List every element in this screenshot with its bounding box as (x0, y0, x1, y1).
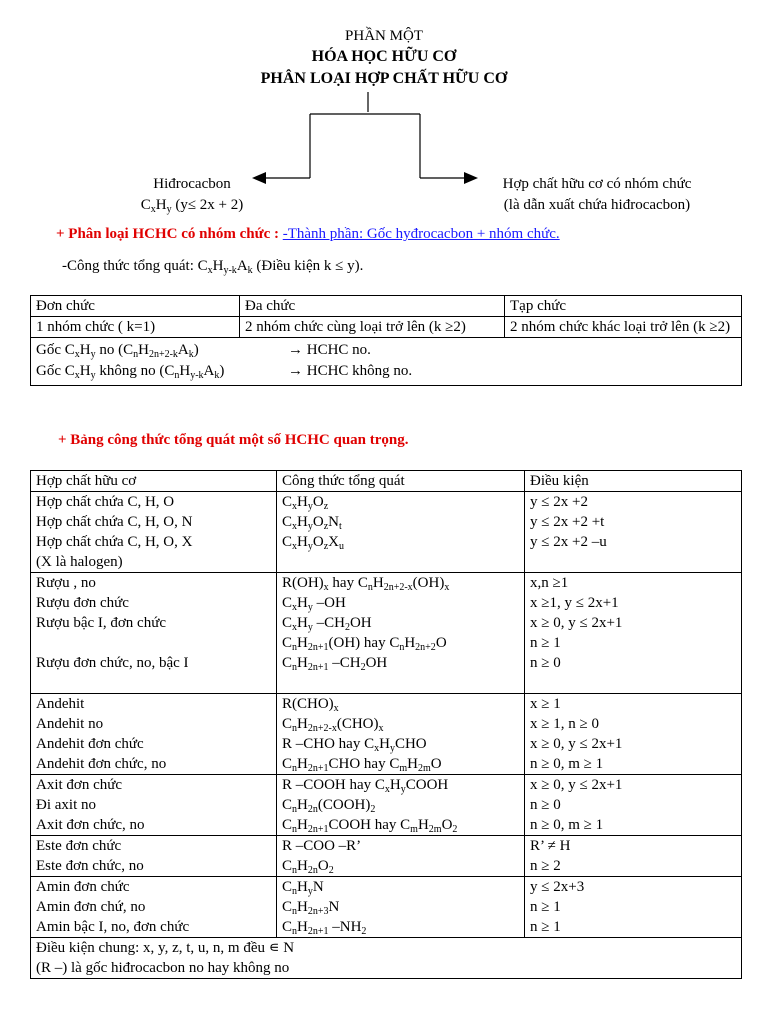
compound-condition (530, 673, 736, 693)
compound-name: Este đơn chức, no (36, 858, 144, 874)
compound-formula: $C_xH_y$ –OH (282, 595, 346, 613)
table-header-row (31, 471, 742, 492)
compound-name: Andehit no (36, 716, 104, 732)
compound-name: Amin bậc I, no, đơn chức (36, 919, 190, 935)
compound-formula: $R(OH)_x$ hay $C_nH_{2n+2-x}(OH)_x$ (282, 575, 450, 593)
section-heading-formulas: + Bảng công thức tổng quát một số HCHC quan trọng. (58, 432, 409, 448)
table-cell (31, 573, 277, 694)
table-cell: 2 nhóm chức cùng loại trở lên (k ≥2) (240, 317, 505, 338)
compound-condition: n ≥ 1 (530, 899, 561, 915)
table-cell (31, 492, 277, 573)
table-cell (277, 836, 525, 877)
table-row (31, 492, 742, 573)
note-left: Gốc $C_xH_y$ không no $(C_nH_{y-k}A_k)$ (36, 363, 225, 381)
compound-condition: n ≥ 0 (530, 797, 561, 813)
compound-condition: R’ ≠ H (530, 838, 571, 854)
table-row (31, 877, 742, 938)
hydrocarbon-formula: $C_xH_y$ (y≤ 2x + 2) (140, 197, 244, 215)
table-row (31, 317, 742, 338)
compound-formula: $C_nH_{2n}(COOH)_2$ (282, 797, 376, 815)
compound-condition: x ≥ 1, n ≥ 0 (530, 716, 599, 732)
functional-branch (474, 174, 720, 216)
compound-formula: $C_nH_{2n+1}CHO$ hay $C_mH_{2m}O$ (282, 756, 442, 774)
compound-name: Rượu bậc I, đơn chức (36, 615, 167, 631)
compound-name: Rượu , no (36, 575, 96, 591)
compound-condition: n ≥ 2 (530, 858, 561, 874)
compound-name: Hợp chất chứa C, H, O (36, 494, 175, 510)
section-heading: + Phân loại HCHC có nhóm chức : (56, 226, 283, 242)
header-cell: Đa chức (240, 296, 505, 317)
header-cell: Đơn chức (31, 296, 240, 317)
compound-name: Hợp chất chứa C, H, O, X (36, 534, 193, 550)
compound-name: Amin đơn chứ, no (36, 899, 146, 915)
compound-name: Axit đơn chức (36, 777, 123, 793)
footer-line: (R –) là gốc hiđrocacbon no hay không no (36, 960, 290, 976)
compound-formula: $C_xH_y$ $-CH_2OH$ (282, 615, 372, 633)
table-row (31, 694, 742, 775)
compound-condition: x,n ≥1 (530, 575, 569, 591)
table-cell (525, 573, 742, 694)
compound-condition: x ≥ 0, y ≤ 2x+1 (530, 736, 623, 752)
compound-formula: $C_xH_yO_zN_t$ (282, 514, 342, 532)
compound-name: Andehit đơn chức (36, 736, 144, 752)
table-cell (277, 775, 525, 836)
compound-name: Hợp chất chứa C, H, O, N (36, 514, 193, 530)
compound-name: Rượu đơn chức (36, 595, 129, 611)
footer-line: Điều kiện chung: x, y, z, t, u, n, m đều ∊ N (36, 940, 295, 956)
table-cell (277, 694, 525, 775)
compound-condition: y ≤ 2x+3 (530, 879, 585, 895)
note-line (36, 340, 736, 361)
table-cell: 1 nhóm chức ( k=1) (31, 317, 240, 338)
compound-condition: y ≤ 2x +2 –u (530, 534, 607, 550)
compound-formula: $C_nH_{2n+1}(OH)$ hay $C_nH_{2n+2}O$ (282, 635, 447, 653)
table-cell (525, 694, 742, 775)
functional-note: (là dẫn xuất chứa hiđrocacbon) (503, 197, 691, 213)
table-cell (525, 877, 742, 938)
note-left: Gốc $C_xH_y$ no $(C_nH_{2n+2-k}A_k)$ (36, 342, 199, 360)
note-right: → HCHC không no. (288, 363, 413, 379)
general-formula: -Công thức tổng quát: $C_xH_{y-k}A_k$ (Điều kiện k ≤ y). (62, 258, 364, 276)
compound-condition: n ≥ 0 (530, 655, 561, 671)
compound-formula: $R(CHO)_x$ (282, 696, 339, 714)
compound-formula: $C_nH_{2n+3}N$ (282, 899, 340, 917)
footer-cell (31, 938, 742, 979)
compound-condition: x ≥1, y ≤ 2x+1 (530, 595, 619, 611)
table-row (31, 836, 742, 877)
table-row (31, 573, 742, 694)
table-cell (277, 492, 525, 573)
table-row (31, 338, 742, 386)
compound-name: Este đơn chức (36, 838, 122, 854)
page-title: HÓA HỌC HỮU CƠ (311, 48, 457, 65)
table-cell (525, 836, 742, 877)
compound-name: (X là halogen) (36, 554, 123, 570)
formula-table (30, 470, 742, 979)
table-cell (31, 836, 277, 877)
compound-name: Andehit đơn chức, no (36, 756, 167, 772)
compound-formula (282, 552, 519, 572)
compound-formula (282, 673, 519, 693)
header-cell: Tạp chức (505, 296, 742, 317)
header-cell: Điều kiện (525, 471, 742, 492)
compound-name: Amin đơn chức (36, 879, 130, 895)
table-footer-row (31, 938, 742, 979)
compound-name (36, 673, 271, 693)
table-cell (31, 694, 277, 775)
compound-formula: $C_nH_{2n+2-x}(CHO)_x$ (282, 716, 384, 734)
table-header-row (31, 296, 742, 317)
compound-formula: $C_nH_{2n+1}$ $-CH_2OH$ (282, 655, 388, 673)
hydrocarbon-branch (118, 174, 266, 216)
compound-condition: x ≥ 0, y ≤ 2x+1 (530, 615, 623, 631)
part-label: PHẦN MỘT (345, 28, 423, 44)
compound-formula: $C_nH_{2n}O_2$ (282, 858, 334, 876)
compound-formula: R –CHO hay $C_xH_yCHO$ (282, 736, 427, 754)
note-line (36, 361, 736, 382)
functional-group-table (30, 295, 742, 386)
table-cell (277, 573, 525, 694)
table-cell: 2 nhóm chức khác loại trở lên (k ≥2) (505, 317, 742, 338)
header-cell: Hợp chất hữu cơ (31, 471, 277, 492)
compound-formula: $C_xH_yO_z$ (282, 494, 329, 512)
table-cell (31, 775, 277, 836)
compound-condition: x ≥ 0, y ≤ 2x+1 (530, 777, 623, 793)
compound-formula: $C_xH_yO_zX_u$ (282, 534, 344, 552)
compound-formula: R –COOH hay $C_xH_yCOOH$ (282, 777, 449, 795)
compound-condition: x ≥ 1 (530, 696, 561, 712)
compound-condition: n ≥ 1 (530, 919, 561, 935)
compound-condition (530, 552, 736, 572)
compound-formula: $C_nH_{2n+1}COOH$ hay $C_mH_{2m}O_2$ (282, 817, 458, 835)
table-cell (31, 877, 277, 938)
compound-condition: y ≤ 2x +2 +t (530, 514, 605, 530)
page-subtitle: PHÂN LOẠI HỢP CHẤT HỮU CƠ (260, 70, 508, 87)
compound-name (36, 633, 271, 653)
table-row (31, 775, 742, 836)
compound-condition: n ≥ 0, m ≥ 1 (530, 756, 604, 772)
compound-condition: y ≤ 2x +2 (530, 494, 588, 510)
compound-formula: $C_nH_{2n+1}$ $-NH_2$ (282, 919, 367, 937)
table-cell (277, 877, 525, 938)
compound-name: Đi axit no (36, 797, 96, 813)
compound-name: Andehit (36, 696, 85, 712)
composition-link[interactable]: -Thành phần: Gốc hyđrocacbon + nhóm chức. (282, 226, 560, 242)
compound-formula: R –COO –R’ (282, 838, 362, 854)
section-classification (56, 226, 560, 243)
table-cell (525, 492, 742, 573)
functional-label: Hợp chất hữu cơ có nhóm chức (502, 176, 692, 192)
compound-condition: n ≥ 1 (530, 635, 561, 651)
notes-cell (31, 338, 742, 386)
compound-name: Axit đơn chức, no (36, 817, 145, 833)
table-cell (525, 775, 742, 836)
compound-condition: n ≥ 0, m ≥ 1 (530, 817, 604, 833)
note-right: → HCHC no. (288, 342, 371, 358)
compound-name: Rượu đơn chức, no, bậc I (36, 655, 189, 671)
classification-diagram (240, 92, 480, 192)
compound-formula: $C_nH_yN$ (282, 879, 324, 897)
hydrocarbon-label: Hiđrocacbon (153, 176, 231, 192)
header-cell: Công thức tổng quát (277, 471, 525, 492)
